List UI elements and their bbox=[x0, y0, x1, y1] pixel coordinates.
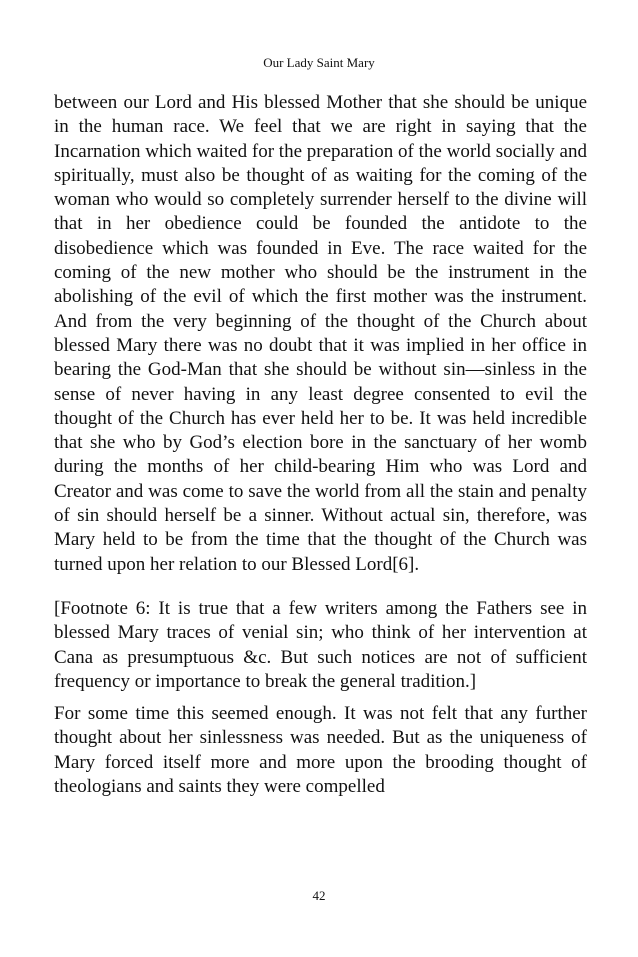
body-paragraph: For some time this seemed enough. It was not felt that any further thought about her sinlessness was needed. But as the uniqueness of Mary forced itself more and more upon the brooding thought of theologians and saints they were compelled bbox=[54, 703, 587, 798]
page-number: 42 bbox=[312, 888, 326, 903]
footnote-paragraph: [Footnote 6: It is true that a few writers among the Fathers see in blessed Mary traces of venial sin; who think of her intervention at Cana as presumptuous &c. But such notices are not of sufficient frequency or importance to break the general tradition.] bbox=[54, 597, 587, 692]
page-body bbox=[54, 91, 587, 799]
running-header-title: Our Lady Saint Mary bbox=[263, 55, 375, 70]
body-paragraph: between our Lord and His blessed Mother that she should be unique in the human race. We feel that we are right in saying that the Incarnation which waited for the preparation of the world socially and spiritually, must also be thought of as waiting for the coming of the woman who would so completely surrender herself to the divine will that in her obedience could be founded the antidote to the disobedience which was founded in Eve. The race waited for the coming of the new mother who should be the instrument in the abolishing of the evil of which the first mother was the instrument. And from the very beginning of the thought of the Church about blessed Mary there was no doubt that it was implied in her office in bearing the God-Man that she should be without sin—sinless in the sense of never having in any least degree consented to evil the thought of the Church has ever held her to be. It was held incredible that she who by God’s election bore in the sanctuary of her womb during the months of her child-bearing Him who was Lord and Creator and was come to save the world from all the stain and penalty of sin should herself be a sinner. Without actual sin, therefore, was Mary held to be from the time that the thought of the Church was turned upon her relation to our Blessed Lord[6]. bbox=[54, 92, 587, 575]
